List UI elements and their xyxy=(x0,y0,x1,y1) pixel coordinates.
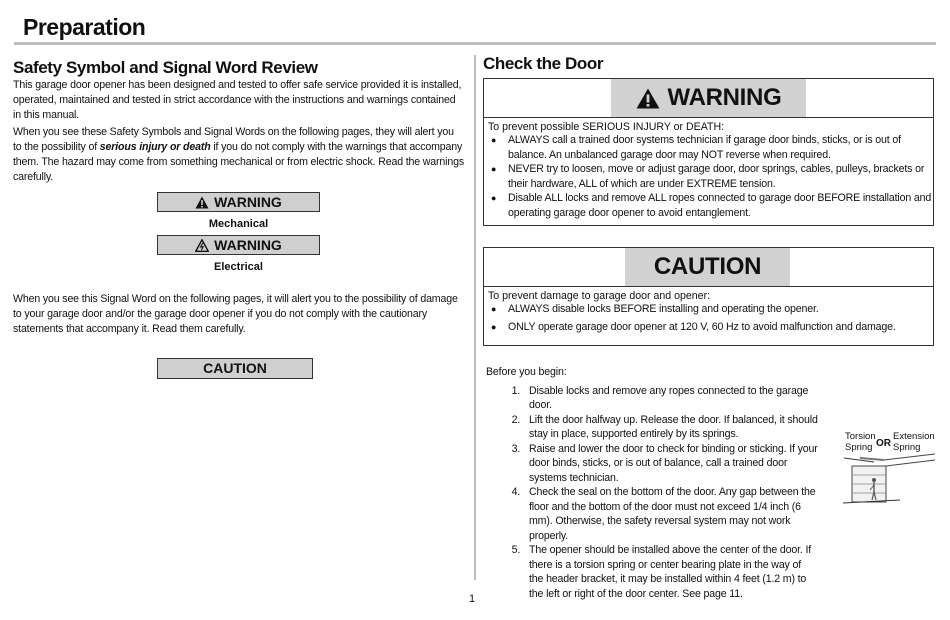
caution-box-intro: To prevent damage to garage door and opener: xyxy=(488,290,711,302)
check-door-heading: Check the Door xyxy=(483,54,604,73)
before-you-begin-label: Before you begin: xyxy=(486,366,567,378)
spring-figure xyxy=(840,428,940,508)
mechanical-caption: Mechanical xyxy=(208,218,269,230)
caution-box-title-band: CAUTION xyxy=(625,248,790,286)
paragraph-caution-explain: When you see this Signal Word on the following pages, it will alert you to the possibility of damage to your garage door and/or the garage door opener if you do not comply with the cautionary statements that accompany it. Read them carefully. xyxy=(13,293,458,335)
caution-box xyxy=(483,247,934,346)
warning-electrical-label: WARNING xyxy=(157,235,320,255)
warning-box-header xyxy=(484,79,933,118)
list-item: 2. Lift the door halfway up. Release the door. If balanced, it should stay in place, supported entirely by its springs. xyxy=(523,413,818,442)
list-item: 5. The opener should be installed above the center of the door. If there is a torsion spring or center bearing plate in the way of the header bracket, it may be installed within 4 feet (1.2 m) to the left or right of the door center. See page 11. xyxy=(523,543,818,601)
page-number: 1 xyxy=(469,593,476,605)
emphasis-serious-injury: serious injury or death xyxy=(99,141,211,153)
or-label: OR xyxy=(876,438,891,449)
warning-triangle-icon xyxy=(195,195,209,213)
warning-box-list xyxy=(484,133,933,220)
paragraph-design: This garage door opener has been designed and tested to offer safe service provided it is installed, operated, maintained and tested in strict accordance with the instructions and warnings contained in this manual. xyxy=(13,79,462,121)
garage-door-illustration xyxy=(840,450,940,508)
safety-intro-text xyxy=(13,78,465,187)
warning-triangle-icon xyxy=(636,88,660,109)
column-divider xyxy=(474,55,476,580)
caution-label: CAUTION xyxy=(157,358,313,379)
before-you-begin-section xyxy=(486,365,818,601)
list-item: 3. Raise and lower the door to check for binding or sticking. If your door binds, sticks, or is out of balance, call a trained door systems technician. xyxy=(523,442,818,486)
list-item: ● ALWAYS disable locks BEFORE installing and operating the opener. xyxy=(484,302,933,317)
list-item: ● Disable ALL locks and remove ALL ropes connected to garage door BEFORE installation and operating garage door opener to avoid entanglement. xyxy=(484,191,933,220)
list-item: 1. Disable locks and remove any ropes connected to the garage door. xyxy=(523,384,818,413)
list-item: ● ONLY operate garage door opener at 120 V, 60 Hz to avoid malfunction and damage. xyxy=(484,320,933,335)
warning-box xyxy=(483,78,934,226)
list-item: 4. Check the seal on the bottom of the door. Any gap between the floor and the bottom of the door must not exceed 1/4 inch (6 mm). Otherwise, the safety reversal system may not work properly. xyxy=(523,485,818,543)
warning-box-title-band: WARNING xyxy=(611,79,806,117)
warning-mechanical-label: WARNING xyxy=(157,192,320,212)
title-rule xyxy=(14,42,936,45)
caution-box-list xyxy=(484,302,933,334)
caution-box-header xyxy=(484,248,933,287)
list-item: ● ALWAYS call a trained door systems technician if garage door binds, sticks, or is out of balance. An unbalanced garage door may NOT reverse when required. xyxy=(484,133,933,162)
electric-shock-triangle-icon xyxy=(195,238,209,256)
electrical-caption: Electrical xyxy=(214,261,263,273)
extension-spring-label: Extension Spring xyxy=(893,431,935,453)
safety-heading: Safety Symbol and Signal Word Review xyxy=(13,58,318,77)
page-title: Preparation xyxy=(23,14,146,40)
steps-list xyxy=(486,384,818,602)
torsion-spring-label: Torsion Spring xyxy=(845,431,876,453)
list-item: ● NEVER try to loosen, move or adjust garage door, door springs, cables, pulleys, brackets or their hardware, ALL of which are under EXTREME tension. xyxy=(484,162,933,191)
paragraph-symbols: When you see these Safety Symbols and Signal Words on the following pages, they will alert you to the possibility of serious injury or death if you do not comply with the warnings that accompany them. The hazard may come from something mechanical or from electric shock. Read the warnings carefully. xyxy=(13,126,465,183)
warning-box-intro: To prevent possible SERIOUS INJURY or DEATH: xyxy=(488,121,725,133)
